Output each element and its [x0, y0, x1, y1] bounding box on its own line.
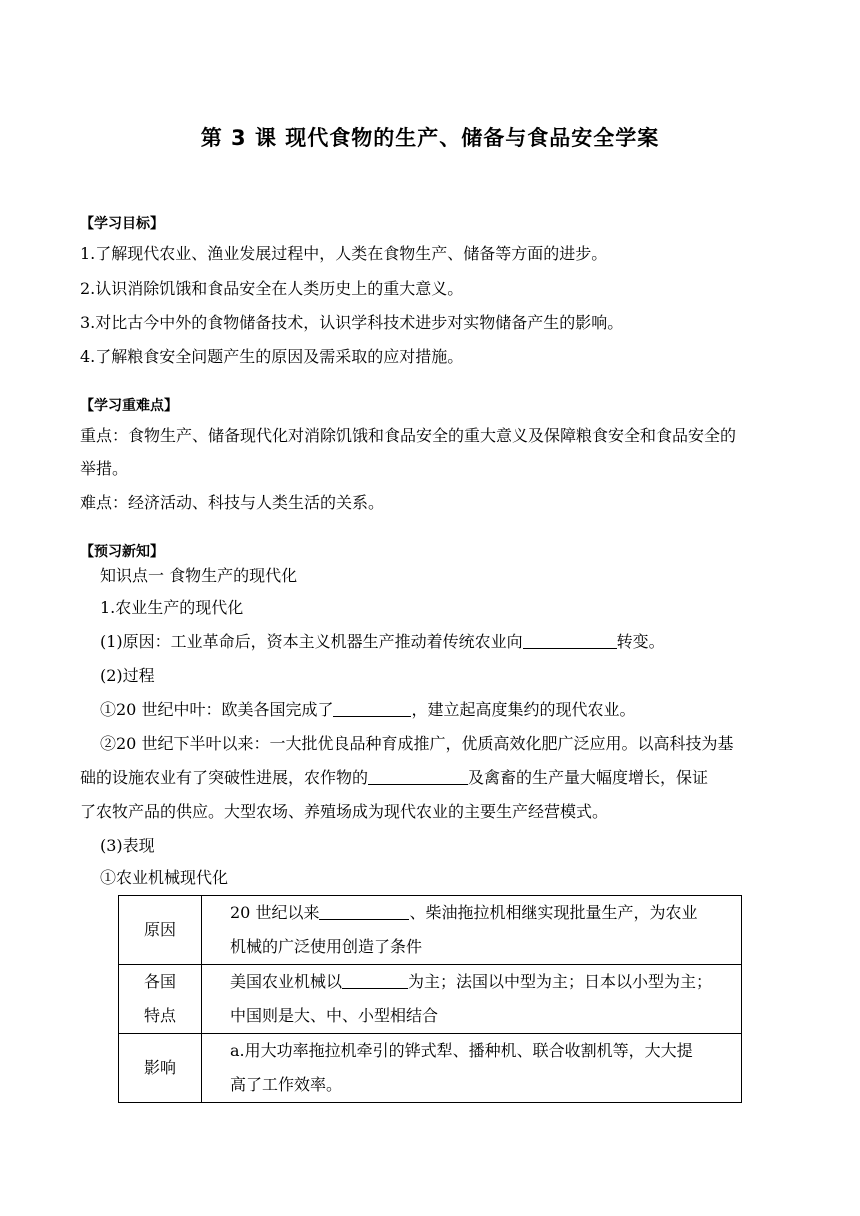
performance-title: (3)表现 [100, 836, 155, 855]
objective-item: 1.了解现代农业、渔业发展过程中，人类在食物生产、储备等方面的进步。 [80, 244, 608, 263]
focus-text-cont: 举措。 [80, 459, 129, 478]
cell-text: 为主；法国以中型为主；日本以小型为主； [408, 972, 713, 991]
subsection-title: 1.农业生产的现代化 [100, 598, 244, 617]
process-line-1 [100, 700, 635, 720]
process-text-end: 及禽畜的生产量大幅度增长，保证 [468, 768, 709, 787]
cell-text: 机械的广泛使用创造了条件 [230, 937, 423, 956]
cell-text: 中国则是大、中、小型相结合 [230, 1006, 439, 1025]
process-title: (2)过程 [100, 666, 155, 685]
process-text: ①20 世纪中叶：欧美各国完成了 [100, 700, 334, 719]
mechanization-title: ①农业机械现代化 [100, 868, 229, 887]
page-title: 第 3 课 现代食物的生产、储备与食品安全学案 [200, 126, 660, 150]
process-text: 础的设施农业有了突破性进展，农作物的 [80, 768, 369, 787]
objective-item: 3.对比古今中外的食物储备技术，认识学科技术进步对实物储备产生的影响。 [80, 313, 624, 332]
table-row [119, 965, 742, 1034]
row-header: 原因 [119, 896, 202, 965]
focus-text: 重点：食物生产、储备现代化对消除饥饿和食品安全的重大意义及保障粮食安全和食品安全的 [80, 426, 737, 445]
process-line-2: ②20 世纪下半叶以来：一大批优良品种育成推广，优质高效化肥广泛应用。以高科技为基 [100, 734, 734, 753]
cause-line [100, 632, 665, 652]
table-row [119, 896, 742, 965]
cell-text: 美国农业机械以 [230, 972, 343, 991]
cell-text: 、柴油拖拉机相继实现批量生产，为农业 [409, 903, 698, 922]
cause-text: (1)原因：工业革命后，资本主义机器生产推动着传统农业向 [100, 632, 523, 651]
process-line-2-end: 了农牧产品的供应。大型农场、养殖场成为现代农业的主要生产经营模式。 [80, 802, 609, 821]
row-header: 各国 特点 [119, 965, 202, 1034]
row-header: 影响 [119, 1034, 202, 1103]
row-content [202, 1034, 742, 1103]
knowledge-point-title: 知识点一 食物生产的现代化 [100, 566, 298, 585]
key-points-heading: 【学习重难点】 [80, 398, 178, 414]
preview-heading: 【预习新知】 [80, 544, 164, 560]
objective-item: 4.了解粮食安全问题产生的原因及需采取的应对措施。 [80, 347, 464, 366]
cell-text: 20 世纪以来 [230, 903, 320, 922]
fill-blank[interactable] [342, 972, 408, 989]
cause-text-end: 转变。 [616, 632, 665, 651]
row-content [202, 896, 742, 965]
row-content [202, 965, 742, 1034]
fill-blank[interactable] [368, 768, 468, 785]
mechanization-table [118, 895, 742, 1103]
cell-text: a.用大功率拖拉机牵引的铧式犁、播种机、联合收割机等，大大提 [230, 1041, 693, 1060]
process-line-2-cont [80, 768, 708, 788]
cell-text: 高了工作效率。 [230, 1075, 343, 1094]
process-text-end: ，建立起高度集约的现代农业。 [411, 700, 636, 719]
difficulty-text: 难点：经济活动、科技与人类生活的关系。 [80, 493, 385, 512]
fill-blank[interactable] [333, 700, 411, 717]
table-row [119, 1034, 742, 1103]
objective-item: 2.认识消除饥饿和食品安全在人类历史上的重大意义。 [80, 279, 464, 298]
objectives-heading: 【学习目标】 [80, 216, 164, 232]
fill-blank[interactable] [319, 903, 409, 920]
fill-blank[interactable] [523, 632, 617, 649]
